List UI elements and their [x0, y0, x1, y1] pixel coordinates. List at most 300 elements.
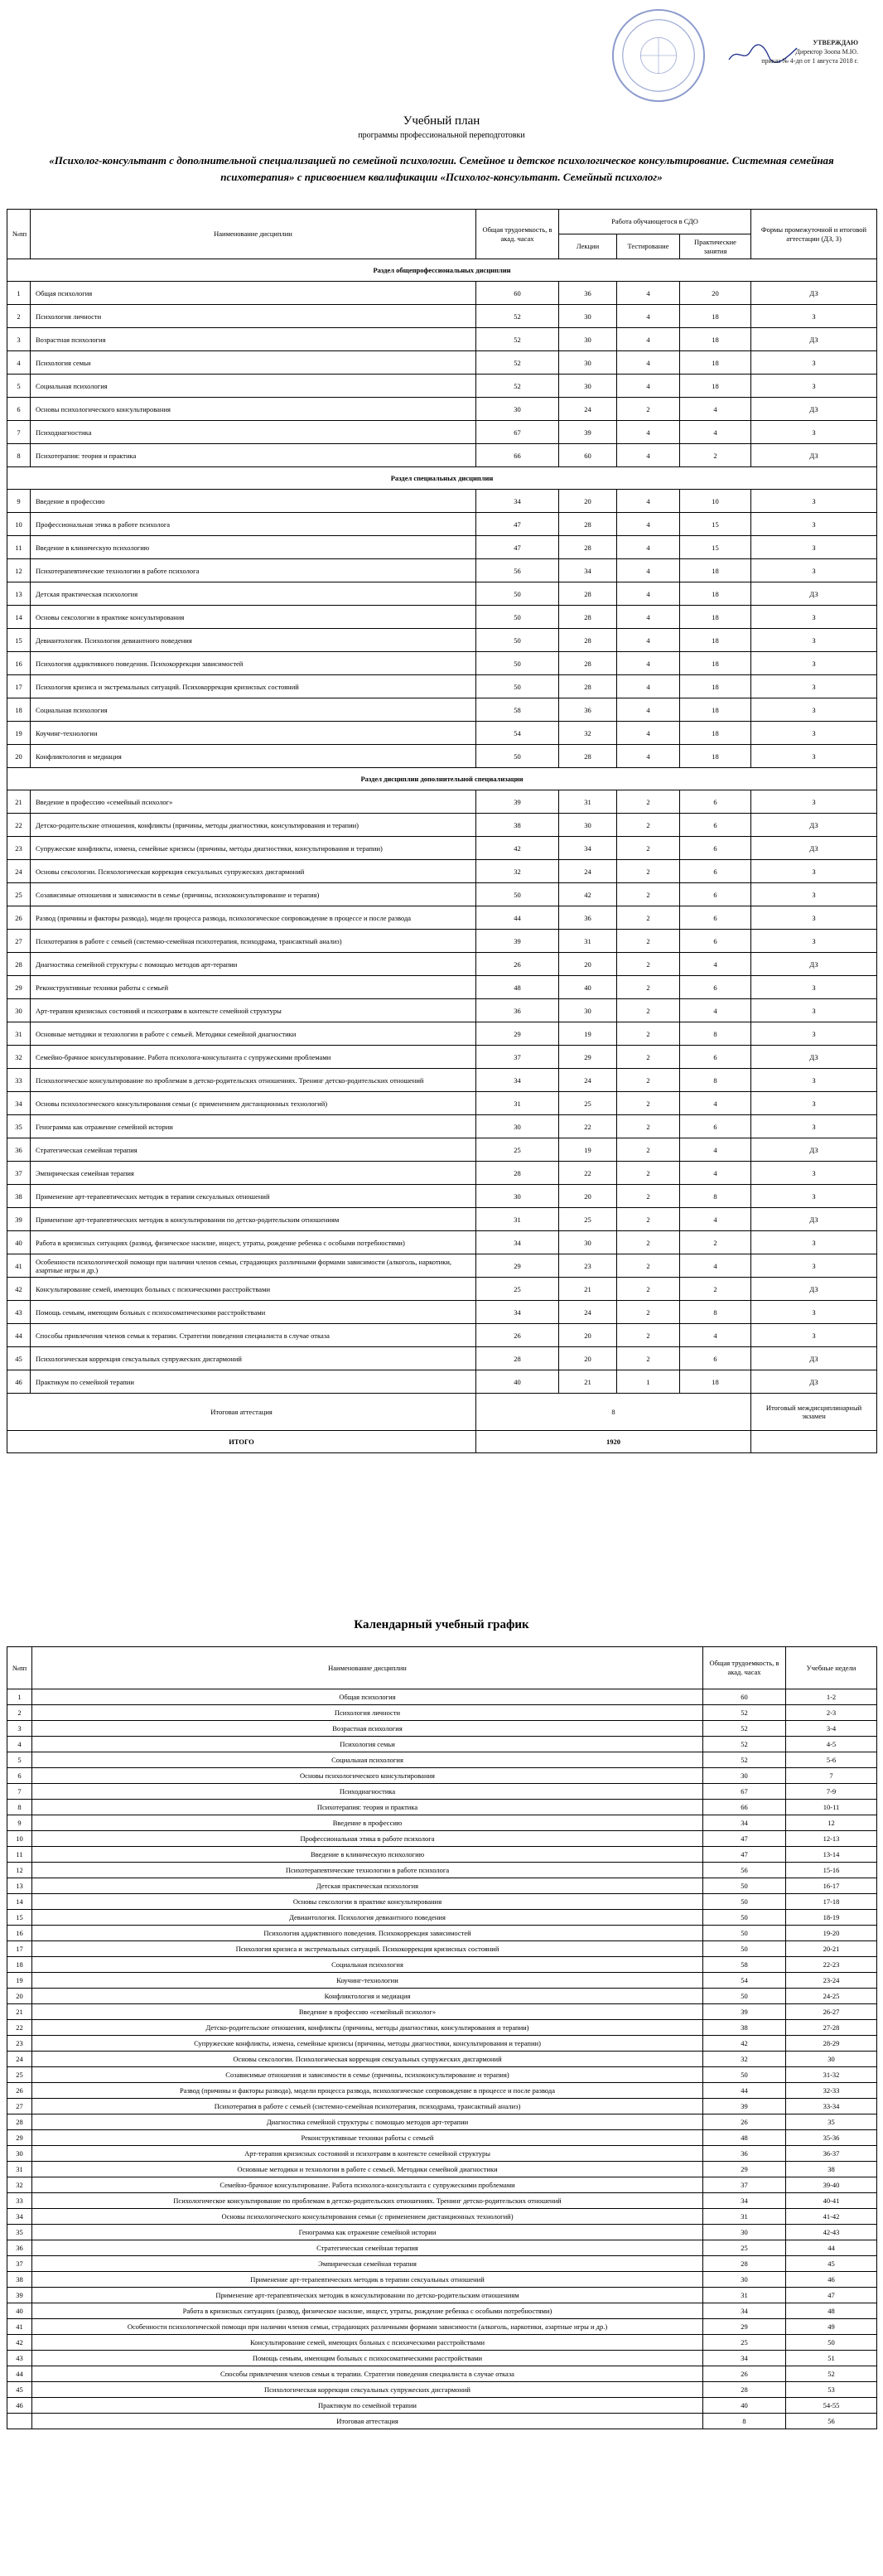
cal-row-weeks: 50 [786, 2335, 877, 2351]
cal-row-num: 10 [7, 1831, 32, 1847]
row-form: ДЗ [751, 1370, 877, 1394]
row-num: 24 [7, 860, 31, 883]
cal-row-name: Психологическое консультирование по проблемам в детско-родительских отношениях. Тренинг детско-родительских отношений [32, 2193, 703, 2209]
row-lectures: 21 [559, 1278, 617, 1301]
cal-row-total: 50 [703, 1941, 786, 1957]
cal-row-total: 66 [703, 1800, 786, 1815]
cal-row-name: Психология личности [32, 1705, 703, 1721]
row-lectures: 30 [559, 375, 617, 398]
row-testing: 2 [617, 883, 680, 906]
cal-row-num: 26 [7, 2083, 32, 2099]
table-row [7, 2272, 877, 2288]
cal-weeks-header: Учебные недели [786, 1647, 877, 1689]
row-testing: 2 [617, 1254, 680, 1278]
cal-row-total: 56 [703, 1863, 786, 1878]
table-row [7, 2382, 877, 2398]
plan-subtitle: программы профессиональной переподготовки [358, 131, 525, 140]
cal-row-name: Психология кризиса и экстремальных ситуаций. Психокоррекция кризисных состояний [32, 1941, 703, 1957]
row-form: З [751, 1069, 877, 1092]
cal-row-num: 30 [7, 2146, 32, 2162]
cal-row-total: 34 [703, 2193, 786, 2209]
row-testing: 2 [617, 1115, 680, 1138]
row-lectures: 34 [559, 837, 617, 860]
row-num: 25 [7, 883, 31, 906]
row-form: З [751, 883, 877, 906]
cal-row-num: 29 [7, 2130, 32, 2146]
cal-row-name: Конфликтология и медиация [32, 1989, 703, 2004]
cal-row-num: 41 [7, 2319, 32, 2335]
col-practice-header: Практические занятия [680, 234, 751, 259]
cal-row-total: 30 [703, 2272, 786, 2288]
cal-row-name: Практикум по семейной терапии [32, 2398, 703, 2414]
row-total: 60 [476, 282, 559, 305]
cal-row-name: Созависимые отношения и зависимости в семье (причины, психоконсультирование и терапия) [32, 2067, 703, 2083]
table-row [7, 1092, 877, 1115]
row-testing: 2 [617, 953, 680, 976]
curriculum-body [7, 259, 877, 1394]
cal-row-weeks: 47 [786, 2288, 877, 2303]
row-total: 36 [476, 999, 559, 1022]
row-name: Психотерапевтические технологии в работе психолога [31, 559, 476, 582]
row-testing: 4 [617, 606, 680, 629]
row-testing: 4 [617, 675, 680, 698]
row-testing: 4 [617, 629, 680, 652]
cal-row-weeks: 4-5 [786, 1737, 877, 1752]
row-testing: 2 [617, 999, 680, 1022]
row-lectures: 60 [559, 444, 617, 467]
row-form: ДЗ [751, 282, 877, 305]
table-row [7, 2288, 877, 2303]
row-lectures: 20 [559, 1347, 617, 1370]
section-title: Раздел дисциплин дополнительной специализации [7, 768, 877, 790]
cal-row-total: 38 [703, 2020, 786, 2036]
row-total: 30 [476, 1115, 559, 1138]
row-name: Общая психология [31, 282, 476, 305]
row-testing: 2 [617, 860, 680, 883]
table-row [7, 1800, 877, 1815]
row-num: 26 [7, 906, 31, 930]
table-row [7, 513, 877, 536]
table-row [7, 1301, 877, 1324]
row-num: 4 [7, 351, 31, 375]
cal-row-name: Реконструктивные техники работы с семьей [32, 2130, 703, 2146]
row-practice: 6 [680, 860, 751, 883]
table-row [7, 1926, 877, 1941]
row-num: 46 [7, 1370, 31, 1394]
row-form: З [751, 421, 877, 444]
cal-row-weeks: 33-34 [786, 2099, 877, 2114]
table-row [7, 1115, 877, 1138]
col-num-header: №пп [7, 210, 31, 259]
cal-row-total: 58 [703, 1957, 786, 1973]
row-num: 44 [7, 1324, 31, 1347]
row-total: 40 [476, 1370, 559, 1394]
table-row [7, 2114, 877, 2130]
cal-row-total: 34 [703, 2303, 786, 2319]
row-form: ДЗ [751, 1046, 877, 1069]
cal-row-num: 18 [7, 1957, 32, 1973]
cal-row-weeks: 2-3 [786, 1705, 877, 1721]
cal-row-num: 21 [7, 2004, 32, 2020]
row-total: 30 [476, 1185, 559, 1208]
row-total: 50 [476, 883, 559, 906]
cal-row-num: 28 [7, 2114, 32, 2130]
table-row [7, 398, 877, 421]
row-num: 31 [7, 1022, 31, 1046]
table-row [7, 652, 877, 675]
row-practice: 18 [680, 675, 751, 698]
approval-text [668, 38, 858, 65]
cal-row-name: Девиантология. Психология девиантного поведения [32, 1910, 703, 1926]
row-practice: 6 [680, 1347, 751, 1370]
final-form: Итоговый междисциплинарный экзамен [751, 1394, 877, 1431]
cal-row-num: 2 [7, 1705, 32, 1721]
section-header-row [7, 259, 877, 282]
row-practice: 18 [680, 582, 751, 606]
cal-row-total: 26 [703, 2366, 786, 2382]
row-practice: 2 [680, 1231, 751, 1254]
cal-row-num: 7 [7, 1784, 32, 1800]
row-practice: 15 [680, 513, 751, 536]
table-row [7, 837, 877, 860]
row-lectures: 24 [559, 860, 617, 883]
cal-row-name: Применение арт-терапевтических методик в терапии сексуальных отношений [32, 2272, 703, 2288]
row-name: Психотерапия: теория и практика [31, 444, 476, 467]
cal-row-name: Психологическая коррекция сексуальных супружеских дисгармоний [32, 2382, 703, 2398]
row-total: 28 [476, 1347, 559, 1370]
row-num: 41 [7, 1254, 31, 1278]
cal-row-num: 16 [7, 1926, 32, 1941]
cal-row-total: 52 [703, 1721, 786, 1737]
row-practice: 4 [680, 398, 751, 421]
cal-row-weeks: 15-16 [786, 1863, 877, 1878]
table-row [7, 2256, 877, 2272]
row-practice: 18 [680, 375, 751, 398]
row-lectures: 28 [559, 582, 617, 606]
table-row [7, 930, 877, 953]
table-row [7, 1815, 877, 1831]
table-row [7, 2162, 877, 2177]
row-num: 45 [7, 1347, 31, 1370]
section-header-row [7, 768, 877, 790]
row-num: 15 [7, 629, 31, 652]
table-row [7, 328, 877, 351]
row-lectures: 28 [559, 513, 617, 536]
row-num: 39 [7, 1208, 31, 1231]
cal-row-name: Психотерапия: теория и практика [32, 1800, 703, 1815]
cal-row-name: Детско-родительские отношения, конфликты (причины, методы диагностики, консультирования и терапии) [32, 2020, 703, 2036]
row-total: 38 [476, 814, 559, 837]
cal-row-name: Возрастная психология [32, 1721, 703, 1737]
row-testing: 2 [617, 1278, 680, 1301]
cal-row-total: 50 [703, 1894, 786, 1910]
cal-row-num: 36 [7, 2240, 32, 2256]
cal-row-total: 31 [703, 2288, 786, 2303]
table-row [7, 883, 877, 906]
table-row [7, 1138, 877, 1162]
row-name: Основы сексологии в практике консультирования [31, 606, 476, 629]
row-name: Развод (причины и факторы развода), модели процесса развода, психологическое сопровождение в процессе и после развода [31, 906, 476, 930]
cal-row-total: 30 [703, 2225, 786, 2240]
table-row [7, 305, 877, 328]
cal-row-name: Общая психология [32, 1689, 703, 1705]
cal-row-num: 11 [7, 1847, 32, 1863]
row-num: 36 [7, 1138, 31, 1162]
calendar-body [7, 1689, 877, 2429]
row-name: Реконструктивные техники работы с семьей [31, 976, 476, 999]
row-lectures: 25 [559, 1208, 617, 1231]
row-form: З [751, 976, 877, 999]
row-name: Основные методики и технологии в работе с семьей. Методики семейной диагностики [31, 1022, 476, 1046]
row-lectures: 28 [559, 745, 617, 768]
row-total: 31 [476, 1092, 559, 1115]
row-lectures: 25 [559, 1092, 617, 1115]
row-name: Возрастная психология [31, 328, 476, 351]
row-testing: 2 [617, 1324, 680, 1347]
row-lectures: 30 [559, 1231, 617, 1254]
cal-row-weeks: 5-6 [786, 1752, 877, 1768]
row-lectures: 24 [559, 1301, 617, 1324]
row-name: Арт-терапия кризисных состояний и психотравм в контексте семейной структуры [31, 999, 476, 1022]
cal-row-total: 52 [703, 1737, 786, 1752]
cal-row-total: 50 [703, 1989, 786, 2004]
cal-row-num: 8 [7, 1800, 32, 1815]
table-row [7, 860, 877, 883]
row-total: 34 [476, 1301, 559, 1324]
calendar-table [7, 1646, 877, 2429]
table-row [7, 1208, 877, 1231]
table-row [7, 745, 877, 768]
row-form: З [751, 536, 877, 559]
row-form: З [751, 629, 877, 652]
row-total: 39 [476, 930, 559, 953]
cal-row-name: Основы психологического консультирования [32, 1768, 703, 1784]
row-form: ДЗ [751, 444, 877, 467]
row-num: 32 [7, 1046, 31, 1069]
row-num: 17 [7, 675, 31, 698]
row-lectures: 24 [559, 1069, 617, 1092]
cal-row-num: 6 [7, 1768, 32, 1784]
table-row [7, 2351, 877, 2366]
table-row [7, 1022, 877, 1046]
cal-row-total: 67 [703, 1784, 786, 1800]
cal-row-weeks: 18-19 [786, 1910, 877, 1926]
row-practice: 6 [680, 976, 751, 999]
col-lectures-header: Лекции [559, 234, 617, 259]
row-testing: 4 [617, 351, 680, 375]
table-row [7, 2083, 877, 2099]
row-practice: 6 [680, 814, 751, 837]
row-total: 31 [476, 1208, 559, 1231]
cal-row-name: Семейно-брачное консультирование. Работа психолога-консультанта с супружескими проблемами [32, 2177, 703, 2193]
row-lectures: 20 [559, 953, 617, 976]
row-testing: 4 [617, 375, 680, 398]
row-num: 20 [7, 745, 31, 768]
table-row [7, 1162, 877, 1185]
row-testing: 2 [617, 398, 680, 421]
total-empty [751, 1431, 877, 1453]
cal-row-total: 50 [703, 2067, 786, 2083]
row-practice: 6 [680, 837, 751, 860]
table-row [7, 2193, 877, 2209]
row-num: 7 [7, 421, 31, 444]
table-row [7, 1894, 877, 1910]
cal-row-total: 39 [703, 2099, 786, 2114]
row-name: Практикум по семейной терапии [31, 1370, 476, 1394]
row-name: Психологическое консультирование по проблемам в детско-родительских отношениях. Тренинг детско-родительских отношений [31, 1069, 476, 1092]
table-row [7, 1831, 877, 1847]
cal-row-name: Арт-терапия кризисных состояний и психотравм в контексте семейной структуры [32, 2146, 703, 2162]
row-form: З [751, 1092, 877, 1115]
row-form: З [751, 1115, 877, 1138]
row-lectures: 23 [559, 1254, 617, 1278]
row-lectures: 20 [559, 1324, 617, 1347]
table-row [7, 2052, 877, 2067]
row-total: 29 [476, 1254, 559, 1278]
table-row [7, 490, 877, 513]
cal-row-weeks: 12-13 [786, 1831, 877, 1847]
cal-row-weeks: 48 [786, 2303, 877, 2319]
row-practice: 6 [680, 930, 751, 953]
row-num: 6 [7, 398, 31, 421]
cal-row-weeks: 45 [786, 2256, 877, 2272]
row-num: 27 [7, 930, 31, 953]
row-total: 50 [476, 652, 559, 675]
row-total: 50 [476, 606, 559, 629]
row-testing: 4 [617, 698, 680, 722]
cal-row-num: 46 [7, 2398, 32, 2414]
row-testing: 4 [617, 513, 680, 536]
row-total: 56 [476, 559, 559, 582]
row-testing: 4 [617, 421, 680, 444]
section-title: Раздел общепрофессиональных дисциплин [7, 259, 877, 282]
row-testing: 1 [617, 1370, 680, 1394]
cal-row-num [7, 2414, 32, 2429]
cal-row-num: 14 [7, 1894, 32, 1910]
cal-row-name: Применение арт-терапевтических методик в консультировании по детско-родительским отношениям [32, 2288, 703, 2303]
plan-title: Учебный план [403, 114, 480, 128]
cal-row-weeks: 19-20 [786, 1926, 877, 1941]
row-form: З [751, 1185, 877, 1208]
cal-row-total: 50 [703, 1910, 786, 1926]
cal-row-num: 23 [7, 2036, 32, 2052]
row-name: Детская практическая психология [31, 582, 476, 606]
cal-row-name: Социальная психология [32, 1752, 703, 1768]
cal-row-name: Работа в кризисных ситуациях (развод, физическое насилие, инцест, утраты, рождение ребенка с особыми потребностями) [32, 2303, 703, 2319]
table-row [7, 606, 877, 629]
row-num: 21 [7, 790, 31, 814]
table-row [7, 351, 877, 375]
table-row [7, 2240, 877, 2256]
cal-row-total: 34 [703, 2351, 786, 2366]
row-form: ДЗ [751, 837, 877, 860]
row-name: Генограмма как отражение семейной истории [31, 1115, 476, 1138]
cal-row-total: 48 [703, 2130, 786, 2146]
cal-row-total: 52 [703, 1705, 786, 1721]
cal-row-weeks: 39-40 [786, 2177, 877, 2193]
cal-row-num: 24 [7, 2052, 32, 2067]
cal-row-weeks: 53 [786, 2382, 877, 2398]
cal-row-weeks: 54-55 [786, 2398, 877, 2414]
cal-row-name: Психотерапия в работе с семьей (системно-семейная психотерапия, психодрама, трансактный анализ) [32, 2099, 703, 2114]
cal-row-num: 12 [7, 1863, 32, 1878]
cal-num-header: №пп [7, 1647, 32, 1689]
row-num: 19 [7, 722, 31, 745]
row-testing: 2 [617, 1231, 680, 1254]
table-row [7, 444, 877, 467]
cal-row-name: Эмпирическая семейная терапия [32, 2256, 703, 2272]
table-row [7, 559, 877, 582]
table-row [7, 1254, 877, 1278]
cal-row-num: 15 [7, 1910, 32, 1926]
row-form: ДЗ [751, 1278, 877, 1301]
cal-row-name: Социальная психология [32, 1957, 703, 1973]
table-row [7, 790, 877, 814]
col-form-header: Формы промежуточной и итоговой аттестации (ДЗ, З) [751, 210, 877, 259]
cal-row-weeks: 27-28 [786, 2020, 877, 2036]
table-row [7, 1878, 877, 1894]
cal-row-num: 17 [7, 1941, 32, 1957]
cal-row-total: 44 [703, 2083, 786, 2099]
cal-row-name: Диагностика семейной структуры с помощью методов арт-терапии [32, 2114, 703, 2130]
row-total: 37 [476, 1046, 559, 1069]
table-row [7, 2177, 877, 2193]
row-num: 9 [7, 490, 31, 513]
table-row [7, 1957, 877, 1973]
table-row [7, 1370, 877, 1394]
table-row [7, 2335, 877, 2351]
row-form: ДЗ [751, 582, 877, 606]
cal-row-total: 28 [703, 2256, 786, 2272]
row-form: З [751, 559, 877, 582]
cal-row-total: 31 [703, 2209, 786, 2225]
row-total: 58 [476, 698, 559, 722]
row-form: ДЗ [751, 1208, 877, 1231]
row-practice: 8 [680, 1069, 751, 1092]
cal-row-name: Введение в профессию [32, 1815, 703, 1831]
cal-row-total: 60 [703, 1689, 786, 1705]
row-name: Семейно-брачное консультирование. Работа психолога-консультанта с супружескими проблемами [31, 1046, 476, 1069]
row-practice: 6 [680, 906, 751, 930]
row-name: Введение в клиническую психологию [31, 536, 476, 559]
cal-row-name: Детская практическая психология [32, 1878, 703, 1894]
cal-row-total: 50 [703, 1878, 786, 1894]
row-lectures: 28 [559, 675, 617, 698]
row-total: 34 [476, 490, 559, 513]
row-form: З [751, 1324, 877, 1347]
row-total: 34 [476, 1069, 559, 1092]
row-practice: 8 [680, 1301, 751, 1324]
row-lectures: 39 [559, 421, 617, 444]
approval-block [610, 10, 858, 93]
cal-row-num: 40 [7, 2303, 32, 2319]
row-lectures: 20 [559, 1185, 617, 1208]
row-form: З [751, 790, 877, 814]
cal-row-total: 8 [703, 2414, 786, 2429]
row-num: 11 [7, 536, 31, 559]
row-lectures: 28 [559, 629, 617, 652]
row-num: 34 [7, 1092, 31, 1115]
row-name: Конфликтология и медиация [31, 745, 476, 768]
cal-row-weeks: 40-41 [786, 2193, 877, 2209]
final-label: Итоговая аттестация [7, 1394, 476, 1431]
row-total: 30 [476, 398, 559, 421]
row-num: 3 [7, 328, 31, 351]
cal-row-num: 1 [7, 1689, 32, 1705]
row-total: 54 [476, 722, 559, 745]
row-testing: 2 [617, 976, 680, 999]
section-title: Раздел специальных дисциплин [7, 467, 877, 490]
